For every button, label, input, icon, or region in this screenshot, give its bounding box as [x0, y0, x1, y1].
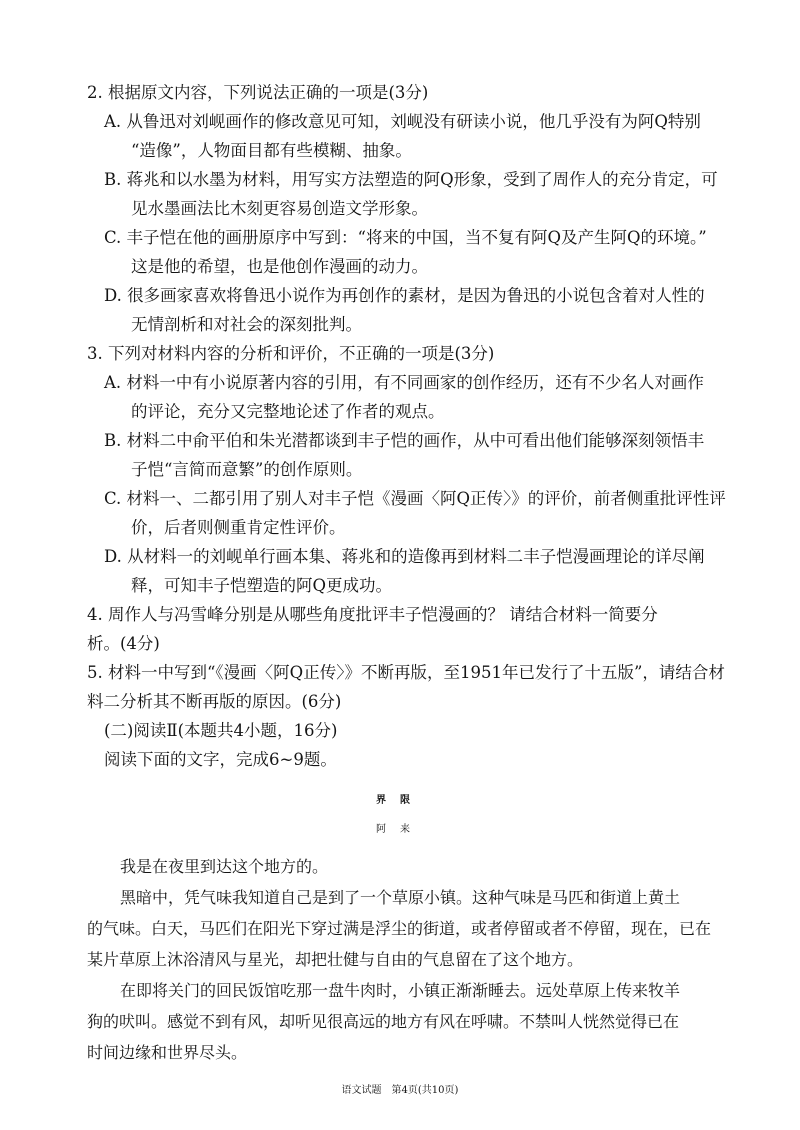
page-footer: 语文试题 第4页(共10页) — [341, 1085, 459, 1096]
story-title: 界限 — [376, 795, 424, 806]
question-3-option-a: A. 材料一中有小说原著内容的引用，有不同画家的创作经历，还有不少名人对画作 — [104, 373, 704, 392]
question-5-stem-cont: 料二分析其不断再版的原因。(6分) — [87, 692, 342, 711]
story-author: 阿来 — [376, 824, 424, 835]
question-2-option-d-cont: 无情剖析和对社会的深刻批判。 — [131, 315, 362, 334]
question-2-option-c-cont: 这是他的希望，也是他创作漫画的动力。 — [131, 257, 428, 276]
story-paragraph-3-line-3: 时间边缘和世界尽头。 — [87, 1043, 248, 1062]
question-2-option-d: D. 很多画家喜欢将鲁迅小说作为再创作的素材，是因为鲁迅的小说包含着对人性的 — [104, 286, 705, 305]
question-3-option-c-cont: 价，后者则侧重肯定性评价。 — [131, 518, 346, 537]
question-3-option-b: B. 材料二中俞平伯和朱光潜都谈到丰子恺的画作，从中可看出他们能够深刻领悟丰 — [104, 431, 705, 450]
story-paragraph-3-line-2: 狗的吠叫。感觉不到有风，却听见很高远的地方有风在呼啸。不禁叫人恍然觉得已在 — [87, 1012, 680, 1031]
question-4-stem-cont: 析。(4分) — [87, 634, 160, 653]
section-instruction: 阅读下面的文字，完成6~9题。 — [104, 750, 337, 769]
question-4-stem: 4. 周作人与冯雪峰分别是从哪些角度批评丰子恺漫画的？ 请结合材料一简要分 — [87, 605, 658, 624]
question-3-option-d-cont: 释，可知丰子恺塑造的阿Q更成功。 — [131, 576, 393, 595]
story-paragraph-1: 我是在夜里到达这个地方的。 — [120, 857, 329, 876]
story-paragraph-2: 黑暗中，凭气味我知道自己是到了一个草原小镇。这种气味是马匹和街道上黄土 — [120, 888, 681, 907]
story-paragraph-2-line-3: 某片草原上沐浴清风与星光，却把壮健与自由的气息留在了这个地方。 — [87, 950, 584, 969]
question-3-option-b-cont: 子恺“言简而意繁”的创作原则。 — [131, 460, 363, 479]
question-2-option-b: B. 蒋兆和以水墨为材料，用写实方法塑造的阿Q形象，受到了周作人的充分肯定，可 — [104, 170, 718, 189]
story-paragraph-2-line-2: 的气味。白天，马匹们在阳光下穿过满是浮尘的街道，或者停留或者不停留，现在，已在 — [87, 919, 712, 938]
question-2-stem: 2. 根据原文内容，下列说法正确的一项是(3分) — [87, 83, 429, 102]
section-heading: (二)阅读Ⅱ(本题共4小题，16分) — [104, 721, 338, 740]
question-2-option-b-cont: 见水墨画法比木刻更容易创造文学形象。 — [131, 199, 428, 218]
story-paragraph-3: 在即将关门的回民饭馆吃那一盘牛肉时，小镇正渐渐睡去。远处草原上传来牧羊 — [120, 981, 681, 1000]
question-3-option-a-cont: 的评论，充分又完整地论述了作者的观点。 — [131, 402, 445, 421]
question-2-option-c: C. 丰子恺在他的画册原序中写到：“将来的中国，当不复有阿Q及产生阿Q的环境。” — [104, 228, 707, 247]
question-3-stem: 3. 下列对材料内容的分析和评价，不正确的一项是(3分) — [87, 344, 495, 363]
question-3-option-d: D. 从材料一的刘岘单行画本集、蒋兆和的造像再到材料二丰子恺漫画理论的详尽阐 — [104, 547, 705, 566]
question-5-stem: 5. 材料一中写到“《漫画〈阿Q正传〉》不断再版，至1951年已发行了十五版”，请结合材 — [87, 663, 725, 682]
question-2-option-a: A. 从鲁迅对刘岘画作的修改意见可知，刘岘没有研读小说，他几乎没有为阿Q特别 — [104, 112, 701, 131]
question-3-option-c: C. 材料一、二都引用了别人对丰子恺《漫画〈阿Q正传〉》的评价，前者侧重批评性评 — [104, 489, 726, 508]
question-2-option-a-cont: “造像”，人物面目都有些模糊、抽象。 — [131, 141, 412, 160]
